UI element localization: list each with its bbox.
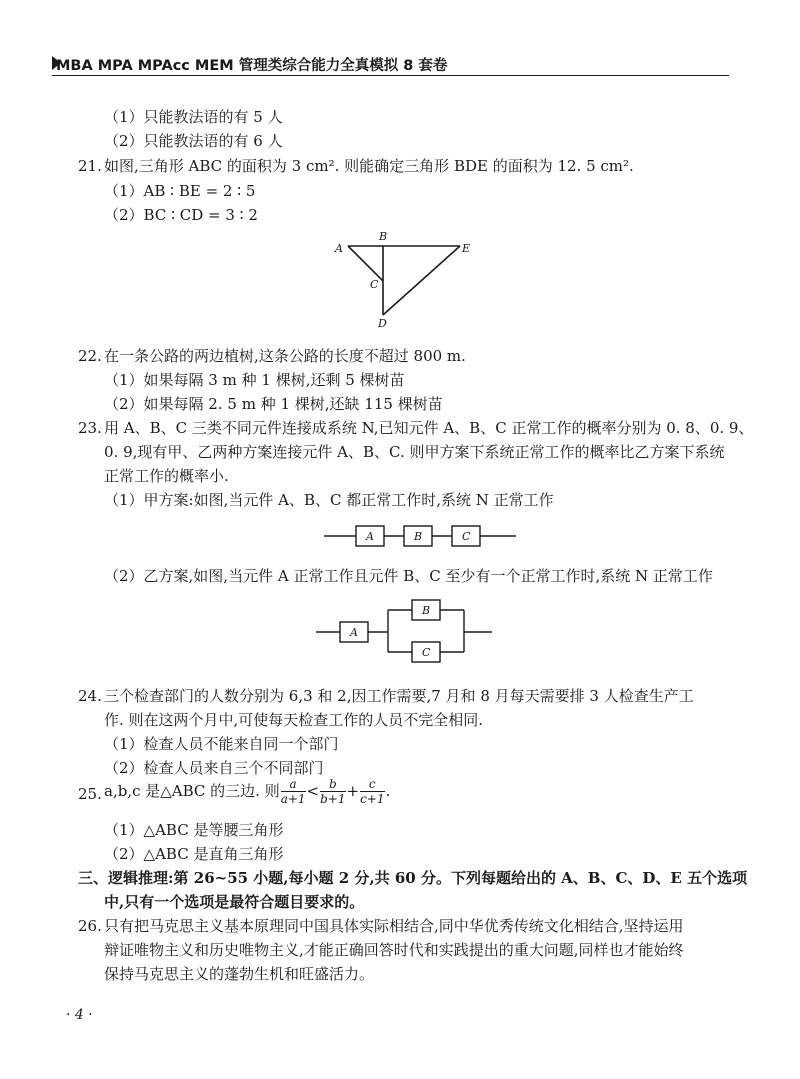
series-box-c: C bbox=[462, 530, 471, 543]
label-b: B bbox=[379, 230, 388, 243]
q24-stem-line1: 三个检查部门的人数分别为 6,3 和 2,因工作需要,7 月和 8 月每天需要排 3 人检查生产工 bbox=[104, 687, 694, 705]
fraction-a-numerator: a bbox=[289, 776, 297, 791]
q25-stem bbox=[104, 774, 390, 808]
section3-heading-line1: 三、逻辑推理:第 26~55 小题,每小题 2 分,共 60 分。下列每题给出的 A、B、C、D、E 五个选项 bbox=[78, 869, 748, 887]
fraction-c-numerator: c bbox=[368, 776, 376, 791]
q22-option-1: （1）如果每隔 3 m 种 1 棵树,还剩 5 棵树苗 bbox=[104, 371, 405, 389]
q25-stem-period: . bbox=[385, 782, 391, 800]
q25-option-1: （1）△ABC 是等腰三角形 bbox=[104, 821, 284, 839]
fraction-b-denominator: b+1 bbox=[320, 791, 346, 806]
q24-stem-line2: 作. 则在这两个月中,可使每天检查工作的人员不完全相同. bbox=[104, 711, 484, 729]
label-a: A bbox=[335, 242, 343, 255]
less-than-sign: < bbox=[306, 782, 320, 800]
q21-number: 21. bbox=[78, 157, 102, 175]
parallel-box-c: C bbox=[422, 646, 431, 659]
header-rule bbox=[52, 75, 729, 76]
q24-option-1: （1）检查人员不能来自同一个部门 bbox=[104, 735, 339, 753]
fraction-b bbox=[320, 777, 345, 806]
fraction-c bbox=[360, 777, 384, 806]
header-title: MBA MPA MPAcc MEM 管理类综合能力全真模拟 8 套卷 bbox=[56, 58, 448, 74]
q23-series-circuit bbox=[320, 520, 520, 552]
q21-option-1: （1）AB ∶ BE = 2 ∶ 5 bbox=[104, 182, 256, 200]
page-number: · 4 · bbox=[66, 1007, 93, 1023]
q21-option-2: （2）BC ∶ CD = 3 ∶ 2 bbox=[104, 206, 258, 224]
label-c: C bbox=[370, 278, 379, 291]
series-box-b: B bbox=[414, 530, 423, 543]
q22-number: 22. bbox=[78, 347, 102, 365]
section3-heading-line2: 中,只有一个选项是最符合题目要求的。 bbox=[104, 893, 365, 911]
q23-option-2: （2）乙方案,如图,当元件 A 正常工作且元件 B、C 至少有一个正常工作时,系统 N 正常工作 bbox=[104, 567, 713, 585]
q24-option-2: （2）检查人员来自三个不同部门 bbox=[104, 759, 324, 777]
q23-stem-line1: 用 A、B、C 三类不同元件连接成系统 N,已知元件 A、B、C 正常工作的概率分别为 0. 8、0. 9、 bbox=[104, 419, 754, 437]
q21-stem: 如图,三角形 ABC 的面积为 3 cm². 则能确定三角形 BDE 的面积为 12. 5 cm². bbox=[104, 157, 634, 175]
fraction-a bbox=[281, 777, 306, 806]
q26-line3: 保持马克思主义的蓬勃生机和旺盛活力。 bbox=[104, 965, 375, 983]
q23-option-1: （1）甲方案:如图,当元件 A、B、C 都正常工作时,系统 N 正常工作 bbox=[104, 491, 554, 509]
parallel-box-a: A bbox=[350, 626, 358, 639]
q23-stem-line2: 0. 9,现有甲、乙两种方案连接元件 A、B、C. 则甲方案下系统正常工作的概率比乙方案下系统 bbox=[104, 443, 725, 461]
fraction-a-denominator: a+1 bbox=[280, 791, 306, 806]
label-e: E bbox=[462, 242, 471, 255]
q25-option-2: （2）△ABC 是直角三角形 bbox=[104, 845, 284, 863]
parallel-box-b: B bbox=[422, 604, 431, 617]
series-box-a: A bbox=[366, 530, 374, 543]
fraction-c-denominator: c+1 bbox=[360, 791, 385, 806]
q26-number: 26. bbox=[78, 917, 102, 935]
q23-parallel-circuit bbox=[312, 596, 496, 668]
q26-line1: 只有把马克思主义基本原理同中国具体实际相结合,同中华优秀传统文化相结合,坚持运用 bbox=[104, 917, 684, 935]
q25-number: 25. bbox=[78, 785, 102, 803]
q21-triangle-figure bbox=[320, 228, 480, 332]
label-d: D bbox=[378, 317, 387, 330]
q20-option-2: （2）只能教法语的有 6 人 bbox=[104, 132, 283, 150]
q22-stem: 在一条公路的两边植树,这条公路的长度不超过 800 m. bbox=[104, 347, 466, 365]
q26-line2: 辩证唯物主义和历史唯物主义,才能正确回答时代和实践提出的重大问题,同样也才能始终 bbox=[104, 941, 684, 959]
q23-number: 23. bbox=[78, 419, 102, 437]
q20-option-1: （1）只能教法语的有 5 人 bbox=[104, 108, 283, 126]
q24-number: 24. bbox=[78, 687, 102, 705]
q25-stem-text: a,b,c 是△ABC 的三边. 则 bbox=[104, 782, 280, 800]
plus-sign: + bbox=[346, 782, 360, 800]
fraction-b-numerator: b bbox=[328, 776, 337, 791]
q22-option-2: （2）如果每隔 2. 5 m 种 1 棵树,还缺 115 棵树苗 bbox=[104, 395, 443, 413]
q23-stem-line3: 正常工作的概率小. bbox=[104, 467, 229, 485]
